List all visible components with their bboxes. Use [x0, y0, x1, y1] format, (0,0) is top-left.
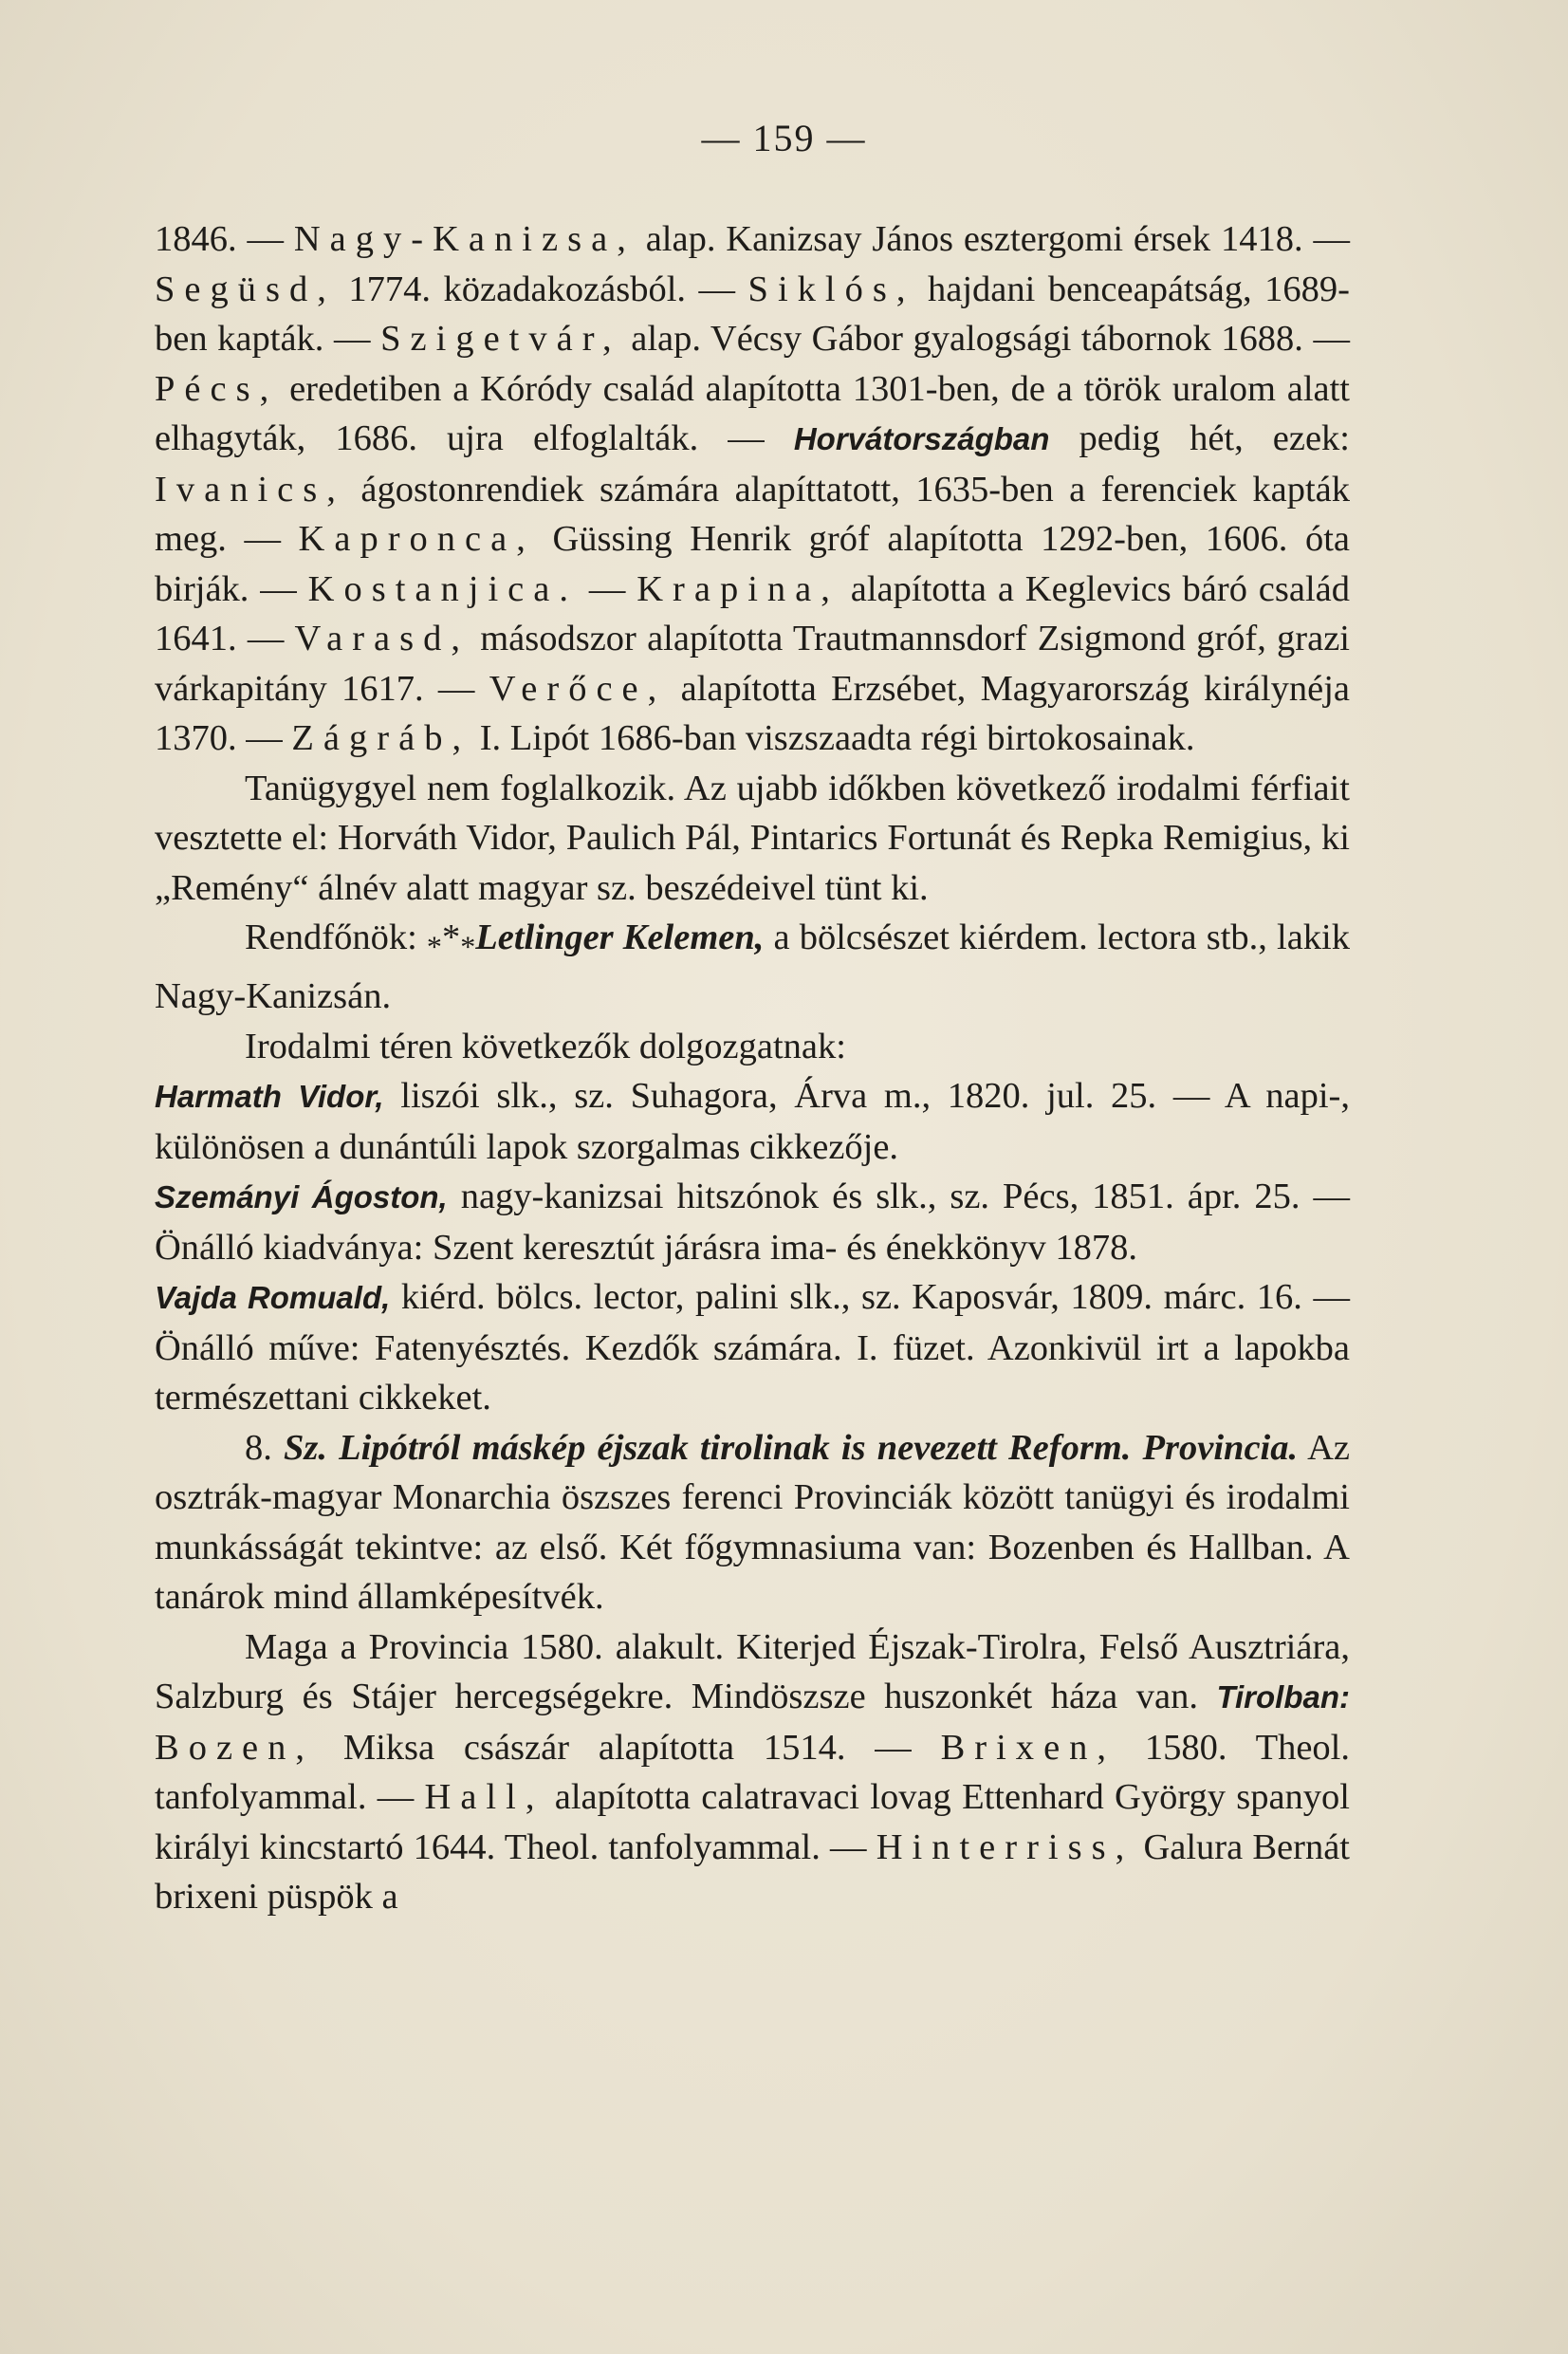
text: 1774. közadakozásból. —	[335, 269, 748, 309]
asterisk-mark: *	[460, 929, 476, 964]
text: 8.	[245, 1427, 284, 1468]
place-name: Següsd,	[155, 269, 336, 309]
text: másodszor alapította Trautmannsdorf Zsigmond gróf, grazi várkapitány 1617. —	[155, 619, 1350, 709]
text: Maga a Provincia 1580. alakult. Kiterjed Éjszak-Tirolra, Felső Ausztriára, Salzburg és Stájer hercegségekre. Mindöszsze huszonkét háza van.	[155, 1626, 1350, 1717]
place-name: Hall,	[424, 1777, 544, 1818]
text: alap. Vécsy Gábor gyalogsági tábornok 1688. —	[620, 319, 1351, 359]
paragraph-literary-losses: Tanügygyel nem foglalkozik. Az ujabb időkben következő irodalmi férfiait vesztette el: Horváth Vidor, Paulich Pál, Pintarics Fortunát és Repka Remigius, ki „Remény“ álnév alatt magyar sz. beszédeivel tünt ki.	[155, 768, 1350, 908]
place-name: Kostanjica.	[307, 568, 579, 609]
paragraph-writer-szemanyi	[155, 1172, 1350, 1272]
paragraph-superior	[155, 913, 1350, 1022]
text: nagy-kanizsai hitszónok és slk., sz. Pécs, 1851. ápr. 25. — Önálló kiadványa: Szent keresztút járásra ima- és énekkönyv 1878.	[155, 1177, 1350, 1268]
text: alapította Erzsébet, Magyarország királynéja 1370. —	[155, 668, 1350, 758]
paragraph-writers-intro: Irodalmi téren következők dolgozgatnak:	[245, 1026, 846, 1066]
region-name: Horvátországban	[793, 421, 1050, 456]
page-body	[155, 214, 1350, 1922]
place-name: Siklós,	[747, 269, 915, 309]
paragraph-writer-harmath	[155, 1071, 1350, 1172]
place-name: Hinterriss,	[876, 1826, 1134, 1867]
asterisk-mark: *	[426, 929, 442, 964]
place-name: Szigetvár,	[380, 319, 621, 359]
place-name: Brixen,	[940, 1727, 1116, 1768]
text: 1846. —	[155, 219, 294, 259]
text: Miksa császár alapította 1514. —	[314, 1727, 941, 1768]
page-number: — 159 —	[701, 117, 867, 159]
paragraph-province-houses	[155, 1622, 1350, 1922]
text: 1580. Theol. tanfolyammal. —	[155, 1727, 1351, 1818]
text: kiérd. bölcs. lector, palini slk., sz. Kaposvár, 1809. márc. 16. — Önálló műve: Fatenyésztés. Kezdők számára. I. füzet. Azonkivül irt a lapokba természettani cikkeket.	[155, 1277, 1350, 1418]
text: Rendfőnök:	[245, 918, 427, 957]
text: ágostonrendiek számára alapíttatott, 1635-ben a ferenciek kapták meg. —	[155, 469, 1350, 559]
place-name: Verőce,	[489, 668, 667, 709]
text: hajdani benceapátság, 1689-ben kapták. —	[155, 269, 1350, 359]
region-name: Tirolban:	[1216, 1679, 1350, 1715]
text: I. Lipót 1686-ban viszszaadta régi birtokosainak.	[470, 718, 1195, 758]
place-name: Zágráb,	[291, 718, 471, 758]
paragraph-monasteries	[155, 214, 1350, 764]
person-name: Szemányi Ágoston,	[155, 1179, 448, 1215]
text: eredetiben a Kóródy család alapította 1301-ben, de a török uralom alatt elhagyták, 1686. ujra elfoglalták. —	[155, 368, 1350, 458]
text: pedig hét, ezek:	[1049, 418, 1351, 458]
paragraph-writer-vajda	[155, 1272, 1350, 1423]
person-name: Harmath Vidor,	[155, 1079, 384, 1115]
text: alapította calatravaci lovag Ettenhard György spanyol királyi kincstartó 1644. Theol. tanfolyammal. —	[155, 1777, 1350, 1867]
text: Az osztrák-magyar Monarchia öszszes ferenci Provinciák között tanügyi és irodalmi munkásságát tekintve: az első. Két főgymnasiuma van: Bozenben és Hallban. A tanárok mind államképesítvék.	[155, 1427, 1350, 1618]
place-name: Varasd,	[294, 619, 470, 658]
place-name: Nagy-Kanizsa,	[293, 219, 636, 259]
person-name: Letlinger Kelemen,	[475, 918, 765, 957]
text: liszói slk., sz. Suhagora, Árva m., 1820. jul. 25. — A napi-, különösen a dunántúli lapok szorgalmas cikkezője.	[155, 1076, 1350, 1167]
text: a bölcsészet kiérdem. lectora stb., lakik Nagy-Kanizsán.	[155, 918, 1350, 1017]
text: alapította a Keglevics báró család 1641. —	[155, 568, 1350, 658]
person-name: Vajda Romuald,	[155, 1280, 391, 1316]
text: alap. Kanizsay János esztergomi érsek 1418. —	[635, 219, 1350, 259]
paragraph-section-8	[155, 1423, 1350, 1622]
place-name: Bozen,	[155, 1727, 315, 1768]
text: Galura Bernát brixeni püspök a	[155, 1826, 1350, 1918]
place-name: Krapina,	[636, 568, 839, 609]
place-name: Kapronca,	[298, 519, 535, 559]
place-name: Pécs,	[155, 368, 279, 409]
text: —	[578, 568, 637, 609]
place-name: Ivanics,	[155, 469, 345, 510]
section-title: Sz. Lipótról máskép éjszak tirolinak is nevezett Reform. Provincia.	[284, 1427, 1299, 1468]
text: Güssing Henrik gróf alapította 1292-ben, 1606. óta birják. —	[155, 519, 1350, 609]
asterisk-mark: *	[441, 918, 461, 957]
